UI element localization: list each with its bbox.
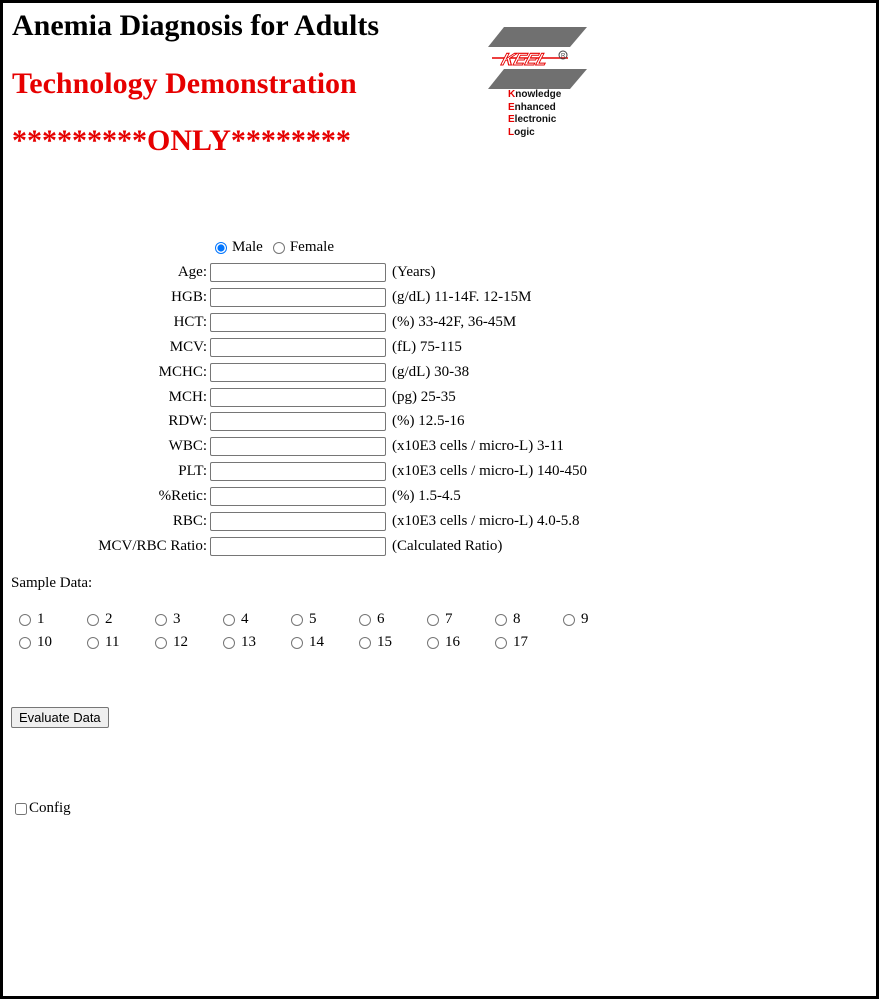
sample-radio[interactable] bbox=[427, 637, 439, 649]
rbc-hint: (x10E3 cells / micro-L) 4.0-5.8 bbox=[392, 512, 580, 529]
sample-radio[interactable] bbox=[563, 614, 575, 626]
field-row-retic bbox=[3, 485, 461, 507]
mch-label: MCH: bbox=[168, 388, 207, 405]
female-radio[interactable] bbox=[273, 242, 285, 254]
female-label: Female bbox=[289, 239, 334, 255]
sex-selector bbox=[212, 239, 334, 256]
hgb-label: HGB: bbox=[171, 288, 207, 305]
rbc-label: RBC: bbox=[172, 512, 207, 529]
keel-logo-wordmark: KEEL bbox=[499, 49, 551, 69]
mch-hint: (pg) 25-35 bbox=[392, 388, 456, 405]
field-row-hct bbox=[3, 311, 516, 333]
sample-label: 4 bbox=[241, 611, 249, 627]
age-label: Age: bbox=[177, 263, 207, 280]
field-row-age bbox=[3, 261, 435, 283]
sample-radio[interactable] bbox=[291, 637, 303, 649]
field-row-plt bbox=[3, 460, 587, 482]
keel-acronym-line: Knowledge bbox=[508, 89, 562, 100]
sample-label: 8 bbox=[513, 611, 521, 627]
keel-logo-mark bbox=[484, 23, 590, 93]
male-radio[interactable] bbox=[215, 242, 227, 254]
sample-radio[interactable] bbox=[19, 614, 31, 626]
sample-option[interactable] bbox=[493, 634, 528, 651]
mcv-rbc-ratio-input[interactable] bbox=[210, 537, 386, 556]
field-row-mch bbox=[3, 386, 456, 408]
mchc-hint: (g/dL) 30-38 bbox=[392, 363, 470, 380]
keel-acronym bbox=[508, 89, 561, 139]
sample-radio[interactable] bbox=[427, 614, 439, 626]
rbc-input[interactable] bbox=[210, 512, 386, 531]
config-toggle bbox=[14, 800, 71, 817]
field-row-mcv-rbc-ratio bbox=[3, 535, 502, 557]
sample-radio[interactable] bbox=[223, 614, 235, 626]
mcv-label: MCV: bbox=[169, 338, 207, 355]
hgb-input[interactable] bbox=[210, 288, 386, 307]
sample-label: 2 bbox=[105, 611, 113, 627]
mcv-input[interactable] bbox=[210, 338, 386, 357]
sample-option[interactable] bbox=[153, 634, 188, 651]
age-input[interactable] bbox=[210, 263, 386, 282]
sample-radio[interactable] bbox=[155, 637, 167, 649]
field-row-mchc bbox=[3, 361, 469, 383]
demo-notice: *********ONLY******** bbox=[12, 124, 351, 157]
sample-option[interactable] bbox=[85, 611, 113, 628]
sample-option[interactable] bbox=[289, 634, 324, 651]
sample-label: 14 bbox=[309, 634, 324, 650]
mchc-input[interactable] bbox=[210, 363, 386, 382]
sample-label: 15 bbox=[377, 634, 392, 650]
sample-label: 16 bbox=[445, 634, 460, 650]
sample-radio[interactable] bbox=[223, 637, 235, 649]
rdw-hint: (%) 12.5-16 bbox=[392, 412, 465, 429]
sample-label: 1 bbox=[37, 611, 45, 627]
page-subtitle: Technology Demonstration bbox=[12, 67, 357, 100]
retic-input[interactable] bbox=[210, 487, 386, 506]
keel-acronym-line: Electronic bbox=[508, 114, 557, 125]
sample-option[interactable] bbox=[221, 611, 249, 628]
sample-label: 5 bbox=[309, 611, 317, 627]
field-row-wbc bbox=[3, 435, 564, 457]
plt-input[interactable] bbox=[210, 462, 386, 481]
rdw-label: RDW: bbox=[168, 412, 207, 429]
keel-acronym-line: Enhanced bbox=[508, 101, 556, 113]
sample-label: 6 bbox=[377, 611, 385, 627]
field-row-rdw bbox=[3, 410, 464, 432]
wbc-input[interactable] bbox=[210, 437, 386, 456]
hct-label: HCT: bbox=[173, 313, 207, 330]
retic-label: %Retic: bbox=[158, 487, 207, 504]
sample-option[interactable] bbox=[357, 611, 385, 628]
field-row-hgb bbox=[3, 286, 531, 308]
keel-acronym-line: Logic bbox=[508, 126, 535, 138]
hgb-hint: (g/dL) 11-14F. 12-15M bbox=[392, 288, 532, 305]
sample-option[interactable] bbox=[17, 611, 45, 628]
field-row-mcv bbox=[3, 336, 462, 358]
config-label: Config bbox=[29, 800, 71, 816]
page-title: Anemia Diagnosis for Adults bbox=[12, 9, 380, 42]
sample-label: 12 bbox=[173, 634, 188, 650]
sample-radio[interactable] bbox=[495, 614, 507, 626]
hct-hint: (%) 33-42F, 36-45M bbox=[392, 313, 517, 330]
retic-hint: (%) 1.5-4.5 bbox=[392, 487, 461, 504]
plt-label: PLT: bbox=[178, 462, 207, 479]
sample-radio[interactable] bbox=[19, 637, 31, 649]
sample-radio[interactable] bbox=[87, 614, 99, 626]
evaluate-data-button[interactable]: Evaluate Data bbox=[11, 707, 109, 728]
sample-label: 10 bbox=[37, 634, 52, 650]
sample-data-label: Sample Data: bbox=[11, 575, 93, 591]
wbc-hint: (x10E3 cells / micro-L) 3-11 bbox=[392, 437, 564, 454]
config-checkbox[interactable] bbox=[15, 803, 27, 815]
sample-label: 11 bbox=[105, 634, 120, 650]
sample-label: 9 bbox=[581, 611, 589, 627]
sample-option[interactable] bbox=[425, 611, 453, 628]
sample-option[interactable] bbox=[425, 634, 460, 651]
rdw-input[interactable] bbox=[210, 412, 386, 431]
sample-label: 13 bbox=[241, 634, 256, 650]
plt-hint: (x10E3 cells / micro-L) 140-450 bbox=[392, 462, 587, 479]
mcv-hint: (fL) 75-115 bbox=[392, 338, 462, 355]
sample-label: 7 bbox=[445, 611, 453, 627]
sample-radio[interactable] bbox=[495, 637, 507, 649]
sample-radio[interactable] bbox=[359, 614, 371, 626]
mchc-label: MCHC: bbox=[158, 363, 207, 380]
field-row-rbc bbox=[3, 510, 579, 532]
sample-radio[interactable] bbox=[291, 614, 303, 626]
sample-radio[interactable] bbox=[359, 637, 371, 649]
sample-radio[interactable] bbox=[87, 637, 99, 649]
sample-option[interactable] bbox=[85, 634, 119, 651]
sample-option[interactable] bbox=[493, 611, 521, 628]
sample-option[interactable] bbox=[153, 611, 181, 628]
sample-option[interactable] bbox=[561, 611, 589, 628]
mcv-rbc-ratio-label: MCV/RBC Ratio: bbox=[98, 537, 207, 554]
sample-label: 17 bbox=[513, 634, 528, 650]
sample-label: 3 bbox=[173, 611, 181, 627]
mcv-rbc-ratio-hint: (Calculated Ratio) bbox=[392, 537, 503, 554]
wbc-label: WBC: bbox=[168, 437, 207, 454]
sample-option[interactable] bbox=[357, 634, 392, 651]
sample-option[interactable] bbox=[17, 634, 52, 651]
hct-input[interactable] bbox=[210, 313, 386, 332]
keel-logo bbox=[484, 23, 590, 145]
mch-input[interactable] bbox=[210, 388, 386, 407]
sample-option[interactable] bbox=[221, 634, 256, 651]
age-hint: (Years) bbox=[392, 263, 436, 280]
svg-text:R: R bbox=[561, 53, 566, 60]
sample-radio[interactable] bbox=[155, 614, 167, 626]
sample-option[interactable] bbox=[289, 611, 317, 628]
male-label: Male bbox=[232, 239, 263, 255]
